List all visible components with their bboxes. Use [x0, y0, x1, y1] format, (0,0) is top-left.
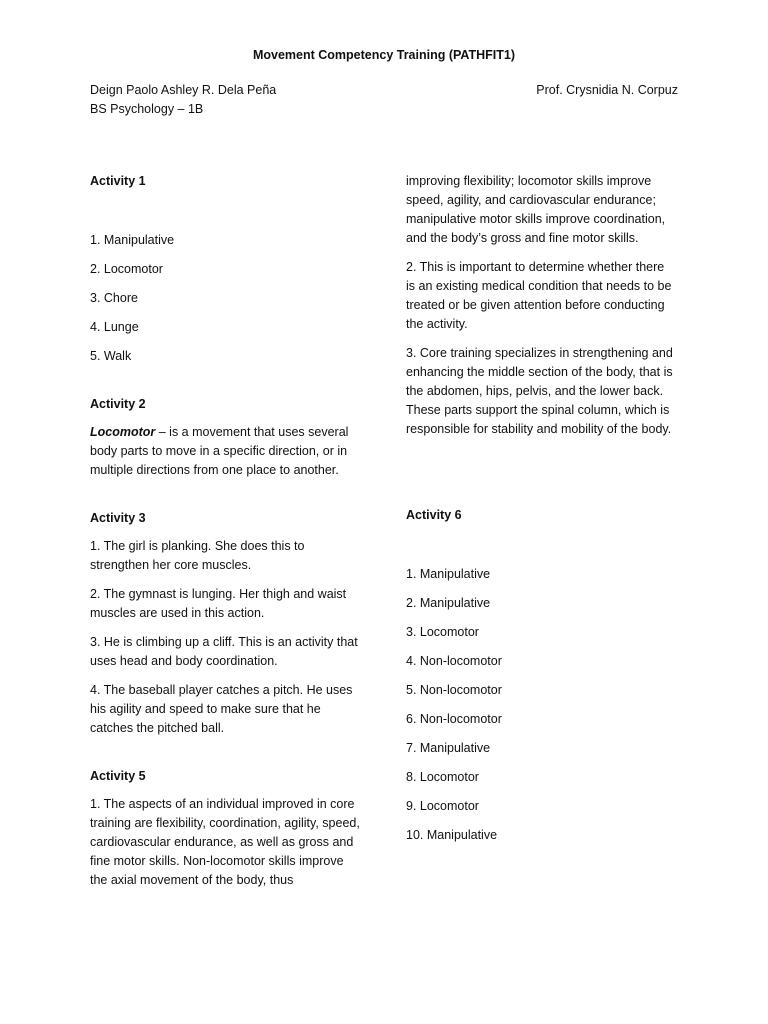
- activity5-item2: 2. This is important to determine whether there is an existing medical condition that needs to be treated or be given attention before conducting the activity.: [406, 260, 672, 331]
- list-item: 5. Non-locomotor: [406, 683, 502, 697]
- list-item: 10. Manipulative: [406, 828, 498, 842]
- activity3-list: [90, 537, 362, 738]
- activity6-heading: Activity 6: [406, 508, 462, 522]
- activity1-list: [90, 231, 362, 366]
- list-item: 3. Chore: [90, 291, 138, 305]
- list-item: 2. The gymnast is lunging. Her thigh and waist muscles are used in this action.: [90, 587, 347, 620]
- list-item: 4. Lunge: [90, 320, 139, 334]
- activity5-heading: Activity 5: [90, 769, 146, 783]
- student-course: BS Psychology – 1B: [90, 102, 204, 116]
- list-item: 4. Non-locomotor: [406, 654, 502, 668]
- activity1-heading: Activity 1: [90, 174, 146, 188]
- list-item: 2. Locomotor: [90, 262, 163, 276]
- student-name: Deign Paolo Ashley R. Dela Peña: [90, 83, 277, 97]
- student-info: [90, 81, 276, 119]
- list-item: 7. Manipulative: [406, 741, 491, 755]
- list-item: 6. Non-locomotor: [406, 712, 502, 726]
- list-item: 1. The girl is planking. She does this to strengthen her core muscles.: [90, 539, 305, 572]
- activity5-item3: 3. Core training specializes in strengthening and enhancing the middle section of the body, that is the abdomen, hips, pelvis, and the lower back. These parts support the spinal column, which is responsible for stability and mobility of the body.: [406, 346, 673, 436]
- list-item: 8. Locomotor: [406, 770, 479, 784]
- activity5-item1-part2: improving flexibility; locomotor skills improve speed, agility, and cardiovascular endurance; manipulative motor skills improve coordination, and the body’s gross and fine motor skills.: [406, 174, 666, 245]
- document-title: Movement Competency Training (PATHFIT1): [252, 48, 516, 62]
- activity2-heading: Activity 2: [90, 397, 146, 411]
- list-item: 3. Locomotor: [406, 625, 479, 639]
- locomotor-term: Locomotor: [90, 425, 156, 439]
- list-item: 1. Manipulative: [90, 233, 175, 247]
- activity6-list: [406, 565, 676, 845]
- list-item: 2. Manipulative: [406, 596, 491, 610]
- right-column: [406, 172, 676, 855]
- left-column: [90, 172, 362, 900]
- list-item: 3. He is climbing up a cliff. This is an activity that uses head and body coordination.: [90, 635, 358, 668]
- activity3-heading: Activity 3: [90, 511, 146, 525]
- list-item: 9. Locomotor: [406, 799, 479, 813]
- list-item: 4. The baseball player catches a pitch. He uses his agility and speed to make sure that he catches the pitched ball.: [90, 683, 353, 735]
- definition-text: – is a movement that uses several body parts to move in a specific direction, or in multiple directions from one place to another.: [90, 425, 349, 477]
- list-item: 1. Manipulative: [406, 567, 491, 581]
- activity5-item1-part1: 1. The aspects of an individual improved in core training are flexibility, coordination, agility, speed, cardiovascular endurance, as well as gross and fine motor skills. Non-locomotor skills improve the axial movement of the body, thus: [90, 797, 360, 887]
- professor-name: Prof. Crysnidia N. Corpuz: [536, 83, 678, 97]
- activity2-definition: [90, 423, 362, 480]
- list-item: 5. Walk: [90, 349, 132, 363]
